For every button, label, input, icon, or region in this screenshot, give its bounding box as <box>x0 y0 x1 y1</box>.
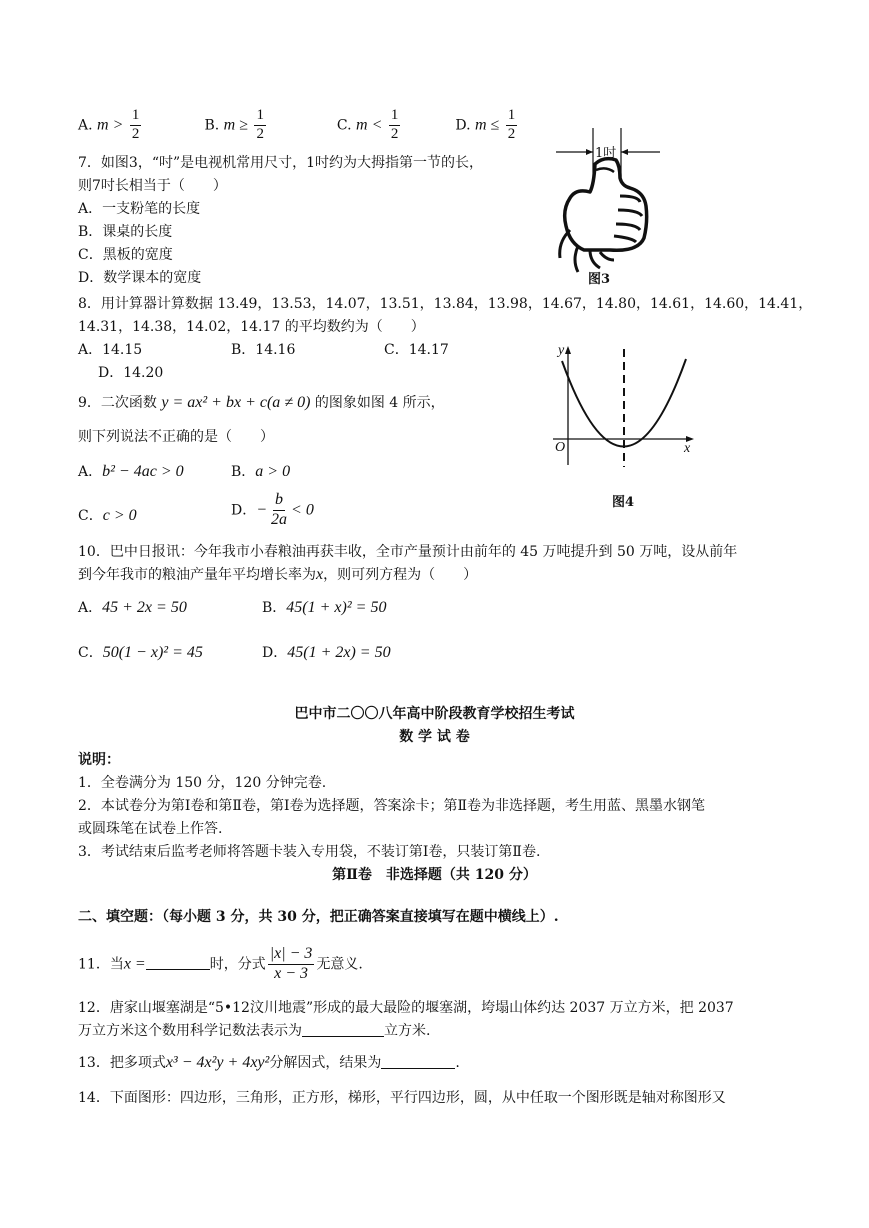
y-axis-label: y <box>558 343 565 358</box>
q7-line1: 7．如图3，“吋”是电视机常用尺寸，1吋约为大拇指第一节的长， <box>78 155 484 171</box>
q6-option-b: B. m ≥ $\frac{1}{2}$ <box>204 107 264 142</box>
fraction: $\frac{b}{2a}$ <box>271 491 288 528</box>
q12-line1: 12．唐家山堰塞湖是“5•12汶川地震”形成的最大最险的堰塞湖，垮塌山体约达 2037 万立方米，把 2037 <box>78 1000 734 1016</box>
note-1: 1．全卷满分为 150 分，120 分钟完卷. <box>78 775 327 791</box>
q7-option-a: A．一支粉笔的长度 <box>78 201 201 217</box>
answer-blank[interactable] <box>146 955 210 970</box>
origin-label: O <box>555 440 566 455</box>
q7-option-c: C．黑板的宽度 <box>78 247 173 263</box>
q6-option-c: C. m < $\frac{1}{2}$ <box>336 107 399 142</box>
part-2-title: 第Ⅱ卷 非选择题（共 120 分） <box>332 867 537 883</box>
q8-line1: 8．用计算器计算数据 13.49，13.53，14.07，13.51，13.84，13.98，14.67，14.80，14.61，14.60，14.41， <box>78 296 813 312</box>
q8-option-a: A．14.15 <box>78 342 143 358</box>
q13: 13．把多项式x³ − 4x²y + 4xy²分解因式，结果为 . <box>78 1054 460 1071</box>
q7-option-d: D．数学课本的宽度 <box>78 270 202 286</box>
q8-line2: 14.31，14.38，14.02，14.17 的平均数约为（ ） <box>78 319 425 335</box>
figure-4-parabola <box>548 343 698 513</box>
q9-option-d: D．− $\frac{b}{2a}$ < 0 <box>231 491 314 528</box>
exam-subtitle: 数 学 试 卷 <box>399 729 470 745</box>
x-axis-label: x <box>684 441 691 456</box>
fraction: $\frac{1}{2}$ <box>131 107 140 142</box>
figure-4-caption: 图4 <box>612 495 635 510</box>
figure-3-unit-label: 1吋 <box>595 146 617 161</box>
q9-option-c: C．c > 0 <box>78 507 137 524</box>
notes-heading: 说明： <box>78 752 120 768</box>
answer-blank[interactable] <box>302 1022 384 1037</box>
q6-option-a: A. m > $\frac{1}{2}$ <box>78 107 140 142</box>
q8-option-c: C．14.17 <box>384 342 449 358</box>
q8-option-d: D．14.20 <box>98 365 164 381</box>
note-2-line1: 2．本试卷分为第Ⅰ卷和第Ⅱ卷，第Ⅰ卷为选择题，答案涂卡；第Ⅱ卷为非选择题，考生用蓝、黑墨水钢笔 <box>78 798 705 814</box>
answer-blank[interactable] <box>381 1054 455 1069</box>
q6-options <box>78 108 519 143</box>
q10-option-a: A．45 + 2x = 50 <box>78 599 187 616</box>
q7-option-b: B．课桌的长度 <box>78 224 173 240</box>
q11: 11．当x = 时，分式 $\frac{|x| - 3}{x - 3}$ 无意义. <box>78 945 363 982</box>
q9-line2: 则下列说法不正确的是（ ） <box>78 429 274 445</box>
note-2-line2: 或圆珠笔在试卷上作答. <box>78 821 223 837</box>
q14-line1: 14．下面图形：四边形，三角形，正方形，梯形，平行四边形，圆，从中任取一个图形既是轴对称图形又 <box>78 1090 726 1106</box>
q10-option-d: D．45(1 + 2x) = 50 <box>262 644 391 661</box>
fraction: $\frac{1}{2}$ <box>256 107 264 142</box>
fraction: $\frac{1}{2}$ <box>507 107 516 142</box>
q9-option-b: B．a > 0 <box>231 463 291 480</box>
note-3: 3．考试结束后监考老师将答题卡装入专用袋，不装订第Ⅰ卷，只装订第Ⅱ卷. <box>78 844 541 860</box>
q10-line1: 10．巴中日报讯：今年我市小春粮油再获丰收，全市产量预计由前年的 45 万吨提升到 50 万吨，设从前年 <box>78 544 738 560</box>
figure-3-thumb <box>548 126 668 286</box>
parabola-graph <box>548 343 698 513</box>
q9-line1: 9．二次函数 y = ax² + bx + c(a ≠ 0) 的图象如图 4 所示， <box>78 394 445 411</box>
exam-title: 巴中市二〇〇八年高中阶段教育学校招生考试 <box>294 706 575 722</box>
section-2-heading: 二、填空题：（每小题 3 分，共 30 分，把正确答案直接填写在题中横线上）. <box>78 909 559 925</box>
q9-option-a: A．b² − 4ac > 0 <box>78 463 184 480</box>
q6-option-d: D. m ≤ $\frac{1}{2}$ <box>455 107 516 142</box>
q7-line2: 则7吋长相当于（ ） <box>78 178 227 194</box>
q10-option-c: C．50(1 − x)² = 45 <box>78 644 203 661</box>
q10-line2: 到今年我市的粮油产量年平均增长率为x，则可列方程为（ ） <box>78 566 478 583</box>
fraction: $\frac{|x| - 3}{x - 3}$ <box>269 945 313 982</box>
fraction: $\frac{1}{2}$ <box>390 107 399 142</box>
q10-option-b: B．45(1 + x)² = 50 <box>262 599 387 616</box>
q8-option-b: B．14.16 <box>231 342 296 358</box>
figure-3-caption: 图3 <box>588 272 611 287</box>
q12-line2: 万立方米这个数用科学记数法表示为 立方米. <box>78 1023 431 1039</box>
